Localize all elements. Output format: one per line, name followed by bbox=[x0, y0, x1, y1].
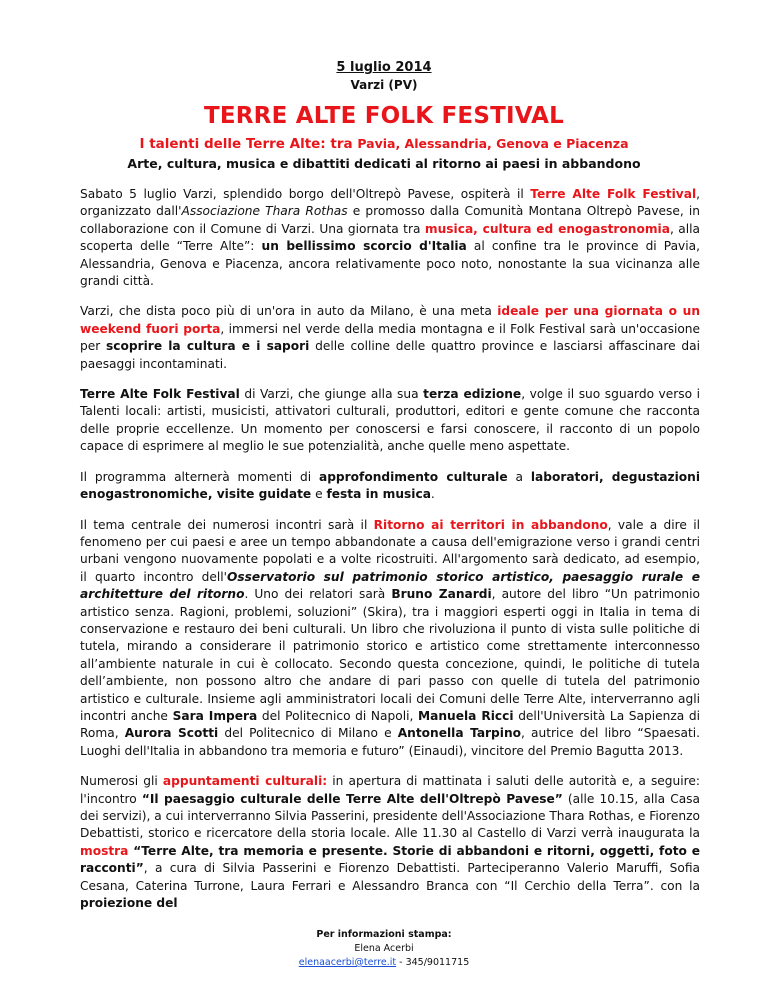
contact-line bbox=[0, 956, 768, 970]
bold-text: “Il paesaggio culturale delle Terre Alte dell'Oltrepò Pavese” bbox=[141, 791, 563, 806]
text: Sabato 5 luglio Varzi, splendido borgo dell'Oltrepò Pavese, ospiterà il bbox=[80, 187, 531, 201]
email-link[interactable]: elenaacerbi@terre.it bbox=[298, 957, 397, 968]
speaker-name: Antonella Tarpino bbox=[397, 726, 521, 741]
speaker-name: Aurora Scotti bbox=[124, 726, 219, 741]
text: . bbox=[430, 487, 435, 502]
text: e bbox=[311, 487, 327, 502]
text: , immersi nel verde della media montagna e il Folk Festival sarà un'occasione per bbox=[80, 321, 701, 354]
text: del Politecnico di Milano e bbox=[218, 726, 398, 741]
event-place: Varzi (PV) bbox=[350, 78, 418, 92]
bold-text: proiezione del bbox=[80, 896, 178, 911]
highlight: ideale per una giornata o un weekend fuori porta bbox=[80, 304, 701, 336]
paragraph-events bbox=[80, 773, 700, 912]
highlight: mostra bbox=[80, 843, 129, 858]
text: , a cura di Silvia Passerini e Fiorenzo Debattisti. Parteciperanno Valerio Maruffi, Sofia Cesana, Caterina Turrone, Laura Ferrari e Alessandro Branca con “Il Cerchio della Terra”. con la bbox=[80, 861, 700, 893]
text: Il programma alternerà momenti di bbox=[80, 469, 319, 484]
text: , alla scoperta delle “Terre Alte”: bbox=[80, 221, 700, 254]
page-title: TERRE ALTE FOLK FESTIVAL bbox=[203, 103, 565, 129]
paragraph-varzi bbox=[80, 303, 700, 373]
subtitle-part-a: I talenti delle Terre Alte: tra bbox=[139, 136, 358, 152]
text: Varzi, che dista poco più di un'ora in auto da Milano, è una meta bbox=[80, 304, 498, 319]
highlight: musica, cultura ed enogastronomia bbox=[424, 221, 670, 236]
text: , organizzato dall' bbox=[80, 187, 700, 219]
footer-title: Per informazioni stampa: bbox=[316, 929, 452, 940]
contact-phone: - 345/9011715 bbox=[396, 957, 470, 968]
bold-text: scoprire la cultura e i sapori bbox=[106, 339, 310, 354]
text: del Politecnico di Napoli, bbox=[257, 708, 418, 723]
bold-text: terza edizione bbox=[423, 387, 522, 402]
bold-text: Terre Alte Folk Festival bbox=[80, 387, 240, 402]
subtitle-secondary: Arte, cultura, musica e dibattiti dedicati al ritorno ai paesi in abbandono bbox=[127, 156, 641, 171]
highlight: appuntamenti culturali: bbox=[162, 774, 328, 789]
text: Il tema centrale dei numerosi incontri sarà il bbox=[80, 517, 374, 532]
text: , volge il suo sguardo verso i Talenti locali: artisti, musicisti, attivatori culturali, produttori, editori e gente comune che racconta delle proprie eccellenze. Un momento per conoscersi e farsi conoscere, il racconto di un popolo capace di esprimere al meglio le sue potenzialità, anche quelle meno aspettate. bbox=[80, 387, 700, 454]
observatory-title: Osservatorio sul patrimonio storico artistico, paesaggio rurale e architetture del ritorno bbox=[80, 569, 700, 602]
article-body bbox=[80, 186, 700, 925]
paragraph-theme bbox=[80, 517, 700, 761]
text: e promosso dalla Comunità Montana Oltrepò Pavese, in collaborazione con il Comune di Varzi. Una giornata tra bbox=[80, 204, 700, 236]
text: Numerosi gli bbox=[80, 774, 163, 789]
contact-name: Elena Acerbi bbox=[354, 943, 414, 954]
text: , vale a dire il fenomeno per cui paesi e aree un tempo abbandonate a causa dell'emigrazione verso i grandi centri urbani vengono nuovamente popolati e a volte ricostruiti. All'argomento sarà dedicato, ad esempio, il quarto incontro dell' bbox=[80, 517, 700, 584]
text: di Varzi, che giunge alla sua bbox=[239, 387, 424, 402]
speaker-name: Sara Impera bbox=[172, 708, 258, 723]
paragraph-festival bbox=[80, 386, 700, 456]
event-date: 5 luglio 2014 bbox=[336, 60, 432, 75]
bold-text: approfondimento culturale bbox=[318, 469, 508, 484]
bold-text: laboratori, degustazioni enogastronomiche, visite guidate bbox=[80, 469, 701, 502]
subtitle-part-b: Pavia, Alessandria, Genova e Piacenza bbox=[357, 136, 629, 151]
text: delle colline delle quattro province e lasciarsi affascinare dai paesaggi incontaminati. bbox=[80, 339, 700, 371]
text: dell'Università La Sapienza di Roma, bbox=[80, 708, 700, 741]
text: in apertura di mattinata i saluti delle autorità e, a seguire: l'incontro bbox=[80, 774, 700, 806]
text: (alle 10.15, alla Casa dei servizi), a cui interverranno Silvia Passerini, presidente dell'Associazione Thara Rothas, e Fiorenzo Debattisti, storico e ricercatore della storia locale. Alle 11.30 al Castello di Varzi verrà inaugurata la bbox=[80, 791, 700, 841]
paragraph-intro bbox=[80, 186, 700, 290]
bold-text: un bellissimo scorcio d'Italia bbox=[261, 239, 467, 254]
speaker-name: Bruno Zanardi bbox=[391, 587, 492, 602]
bold-text: festa in musica bbox=[326, 487, 431, 502]
highlight: Terre Alte Folk Festival bbox=[530, 187, 697, 201]
press-contact-footer bbox=[0, 928, 768, 970]
text: , autrice del libro “Spaesati. Luoghi dell'Italia in abbandono tra memoria e futuro” (Einaudi), vincitore del Premio Bagutta 2013. bbox=[80, 726, 700, 758]
paragraph-programme bbox=[80, 469, 700, 504]
text: al confine tra le province di Pavia, Alessandria, Genova e Piacenza, ancora relativamente poco noto, nonostante la sua vicinanza alle grandi città. bbox=[80, 239, 700, 289]
association-name: Associazione Thara Rothas bbox=[181, 204, 348, 219]
highlight: Ritorno ai territori in abbandono bbox=[373, 517, 608, 532]
text: , autore del libro “Un patrimonio artistico senza. Ragioni, problemi, soluzioni” (Skira), tra i maggiori esperti oggi in Italia in tema di conservazione e restauro dei beni culturali. Un libro che rivoluziona il punto di vista sulle politiche di tutela, mirando a considerare il patrimonio storico e artistico come strettamente interconnesso all’ambiente naturale in cui è collocato. Secondo questa concezione, quindi, le politiche di tutela dell’ambiente, non possono altro che andare di pari passo con quelle di tutela del patrimonio artistico e culturale. Insieme agli amministratori locali dei Comuni delle Terre Alte, interverranno agli incontri anche bbox=[80, 587, 700, 723]
text: . Uno dei relatori sarà bbox=[244, 587, 392, 602]
bold-text: “Terre Alte, tra memoria e presente. Storie di abbandoni e ritorni, oggetti, foto e racconti” bbox=[80, 843, 700, 876]
text: a bbox=[507, 469, 531, 484]
subtitle bbox=[0, 136, 768, 152]
speaker-name: Manuela Ricci bbox=[417, 708, 514, 723]
